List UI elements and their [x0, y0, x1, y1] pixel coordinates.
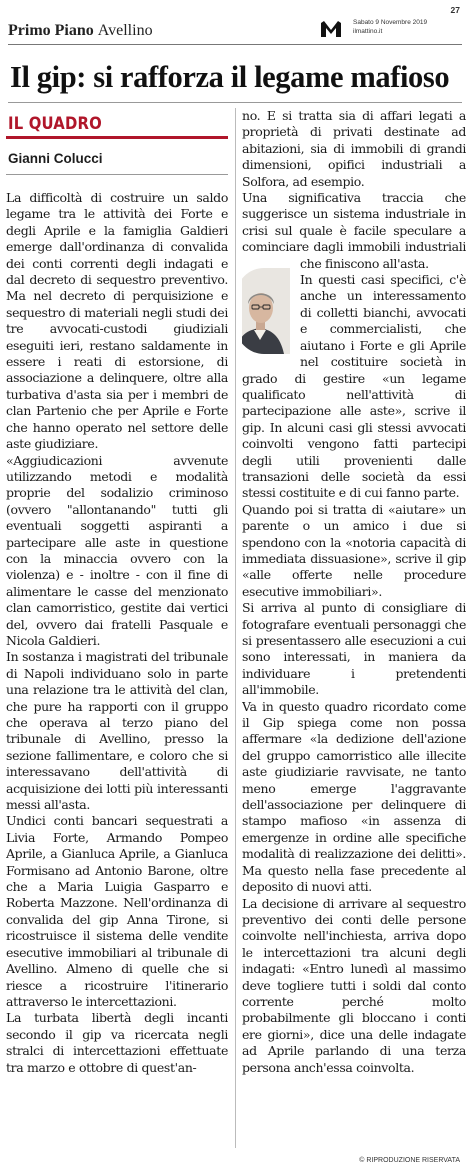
author-photo-right [242, 268, 290, 354]
website-text: ilmattino.it [353, 28, 383, 35]
article-headline: Il gip: si rafforza il legame mafioso [10, 60, 450, 94]
article-body-right [242, 108, 466, 1076]
header-divider [8, 44, 462, 45]
body-paragraph: «Aggiudicazioni avvenute utilizzando metodi e modalità proprie del sodalizio criminoso (ovvero "allontanando" tutti gli eventuali soggetti aspiranti a partecipare alle aste in questione con la minaccia ovvero con la violenza) e - inoltre - con il fine di alimentare le casse del menzionato clan camorristico, gestite dai vertici del, ovvero dai fratelli Pasquale e Nicola Galdieri. [6, 452, 228, 648]
column-divider [235, 108, 236, 1148]
masthead-m-icon [320, 20, 342, 38]
body-paragraph: Va in questo quadro ricordato come il Gip spiega come non possa affermare «la dedizione dell'azione del gruppo camorristico alle illecite aste giudiziarie ravvisate, ne tanto meno emerge l'aggravante dell'associazione per delinquere di stampo mafioso «in assenza di emergenze in ordine alle specifiche modalità di realizzazione dei delitti». Ma questo nella fase precedente al deposito di nuovi atti. [242, 698, 466, 895]
body-paragraph: no. E si tratta sia di affari legati a proprietà di privati destinate ad abitazioni, sia di immobili di grandi dimensioni, opifici industriali a Solfora, ad esempio. [242, 108, 466, 189]
issue-date [353, 18, 427, 36]
body-paragraph: La decisione di arrivare al sequestro preventivo dei conti delle persone coinvolte nell'inchiesta, arriva dopo le intercettazioni tra alcuni degli indagati: «Entro lunedì al massimo deve togliere tutti i soldi dal conto corrente perché molto probabilmente gli bloccano i conti ere giorni», dice una delle indagate ad Aprile parlando di una terza persona anch'essa coinvolta. [242, 895, 466, 1075]
article-kicker: IL QUADRO [6, 110, 228, 139]
body-paragraph: In questi casi specifici, c'è anche un interessamento di colletti bianchi, avvocati e commercialisti, che aiutano i Forte e gli Aprile nel costituire società in grado di gestire «un legame qualificato nell'attività di partecipazione alle aste», scrive il gip. In alcuni casi gli stessi avvocati coinvolti vengono fatti partecipi degli utili provenienti dalle transazioni delle società da essi stessi costituite e di cui fanno parte. [242, 272, 466, 501]
section-name: Primo Piano [8, 22, 94, 39]
body-paragraph: Si arriva al punto di consigliare di fotografare eventuali personaggi che si presentassero alle esecuzioni a cui sono interessati, in maniera da individuare i pretendenti all'immobile. [242, 600, 466, 698]
article-author: Gianni Colucci [8, 151, 103, 166]
body-paragraph: Una significativa traccia che suggerisce un sistema industriale in crisi sul quale è facile speculare a cominciare dagli immobili industriali che finiscono all'asta. [242, 190, 466, 271]
body-paragraph: La turbata libertà degli incanti secondo il gip va ricercata negli stralci di intercettazioni effettuate tra marzo e ottobre di quest'an- [6, 1010, 228, 1075]
portrait-image [242, 268, 290, 354]
body-paragraph: Undici conti bancari sequestrati a Livia Forte, Armando Pompeo Aprile, a Gianluca Aprile, a Gianluca Formisano ad Antonio Barone, oltre che a Maria Luigia Gasparro e Roberta Mazzone. Nell'ordinanza di convalida del gip Anna Tirone, si ricostruisce il sistema delle vendite esecutive immobiliari al tribunale di Avellino. Almeno di quelle che si riesce a ricostruire l'itinerario attraverso le intercettazioni. [6, 813, 228, 1009]
body-paragraph: In sostanza i magistrati del tribunale di Napoli individuano solo in parte una relazione tra le attività del clan, che pure ha rapporti con il gruppo che operava al terzo piano del tribunale di Avellino, presso la sezione fallimentare, e coloro che si interessavano dell'attività di acquisizione dei lotti più interessanti messi all'asta. [6, 649, 228, 813]
date-text: Sabato 9 Novembre 2019 [353, 19, 428, 26]
body-paragraph: La difficoltà di costruire un saldo legame tra le attività dei Forte e degli Aprile e la famiglia Galdieri emerge dall'ordinanza di convalida dei conti correnti degli indagati e dal decreto di sequestro preventivo. Ma nel decreto di perquisizione e sequestro di materiali negli studi dei tre avvocati-custodi giudiziali eseguiti ieri, restano saldamente in essere i reati di estorsione, di associazione a delinquere, oltre alla turbativa d'asta sia per i membri de clan Partenio che per Aprile e Forte che hanno operato nel settore delle aste giudiziare. [6, 190, 228, 452]
page-number: 27 [450, 5, 460, 15]
author-divider [6, 174, 228, 175]
copyright-notice: © RIPRODUZIONE RISERVATA [359, 1157, 460, 1164]
article-column-left [6, 110, 228, 1160]
article-body-left [6, 190, 228, 1076]
headline-divider [8, 102, 462, 103]
section-label [8, 22, 153, 40]
article-column-right [242, 108, 466, 1148]
body-paragraph: Quando poi si tratta di «aiutare» un parente o un amico i due si spendono con la «notoria capacità di immediata dissuasione», scrive il gip «alle offerte nelle procedure esecutive immobiliari». [242, 501, 466, 599]
subsection-name: Avellino [97, 22, 153, 39]
